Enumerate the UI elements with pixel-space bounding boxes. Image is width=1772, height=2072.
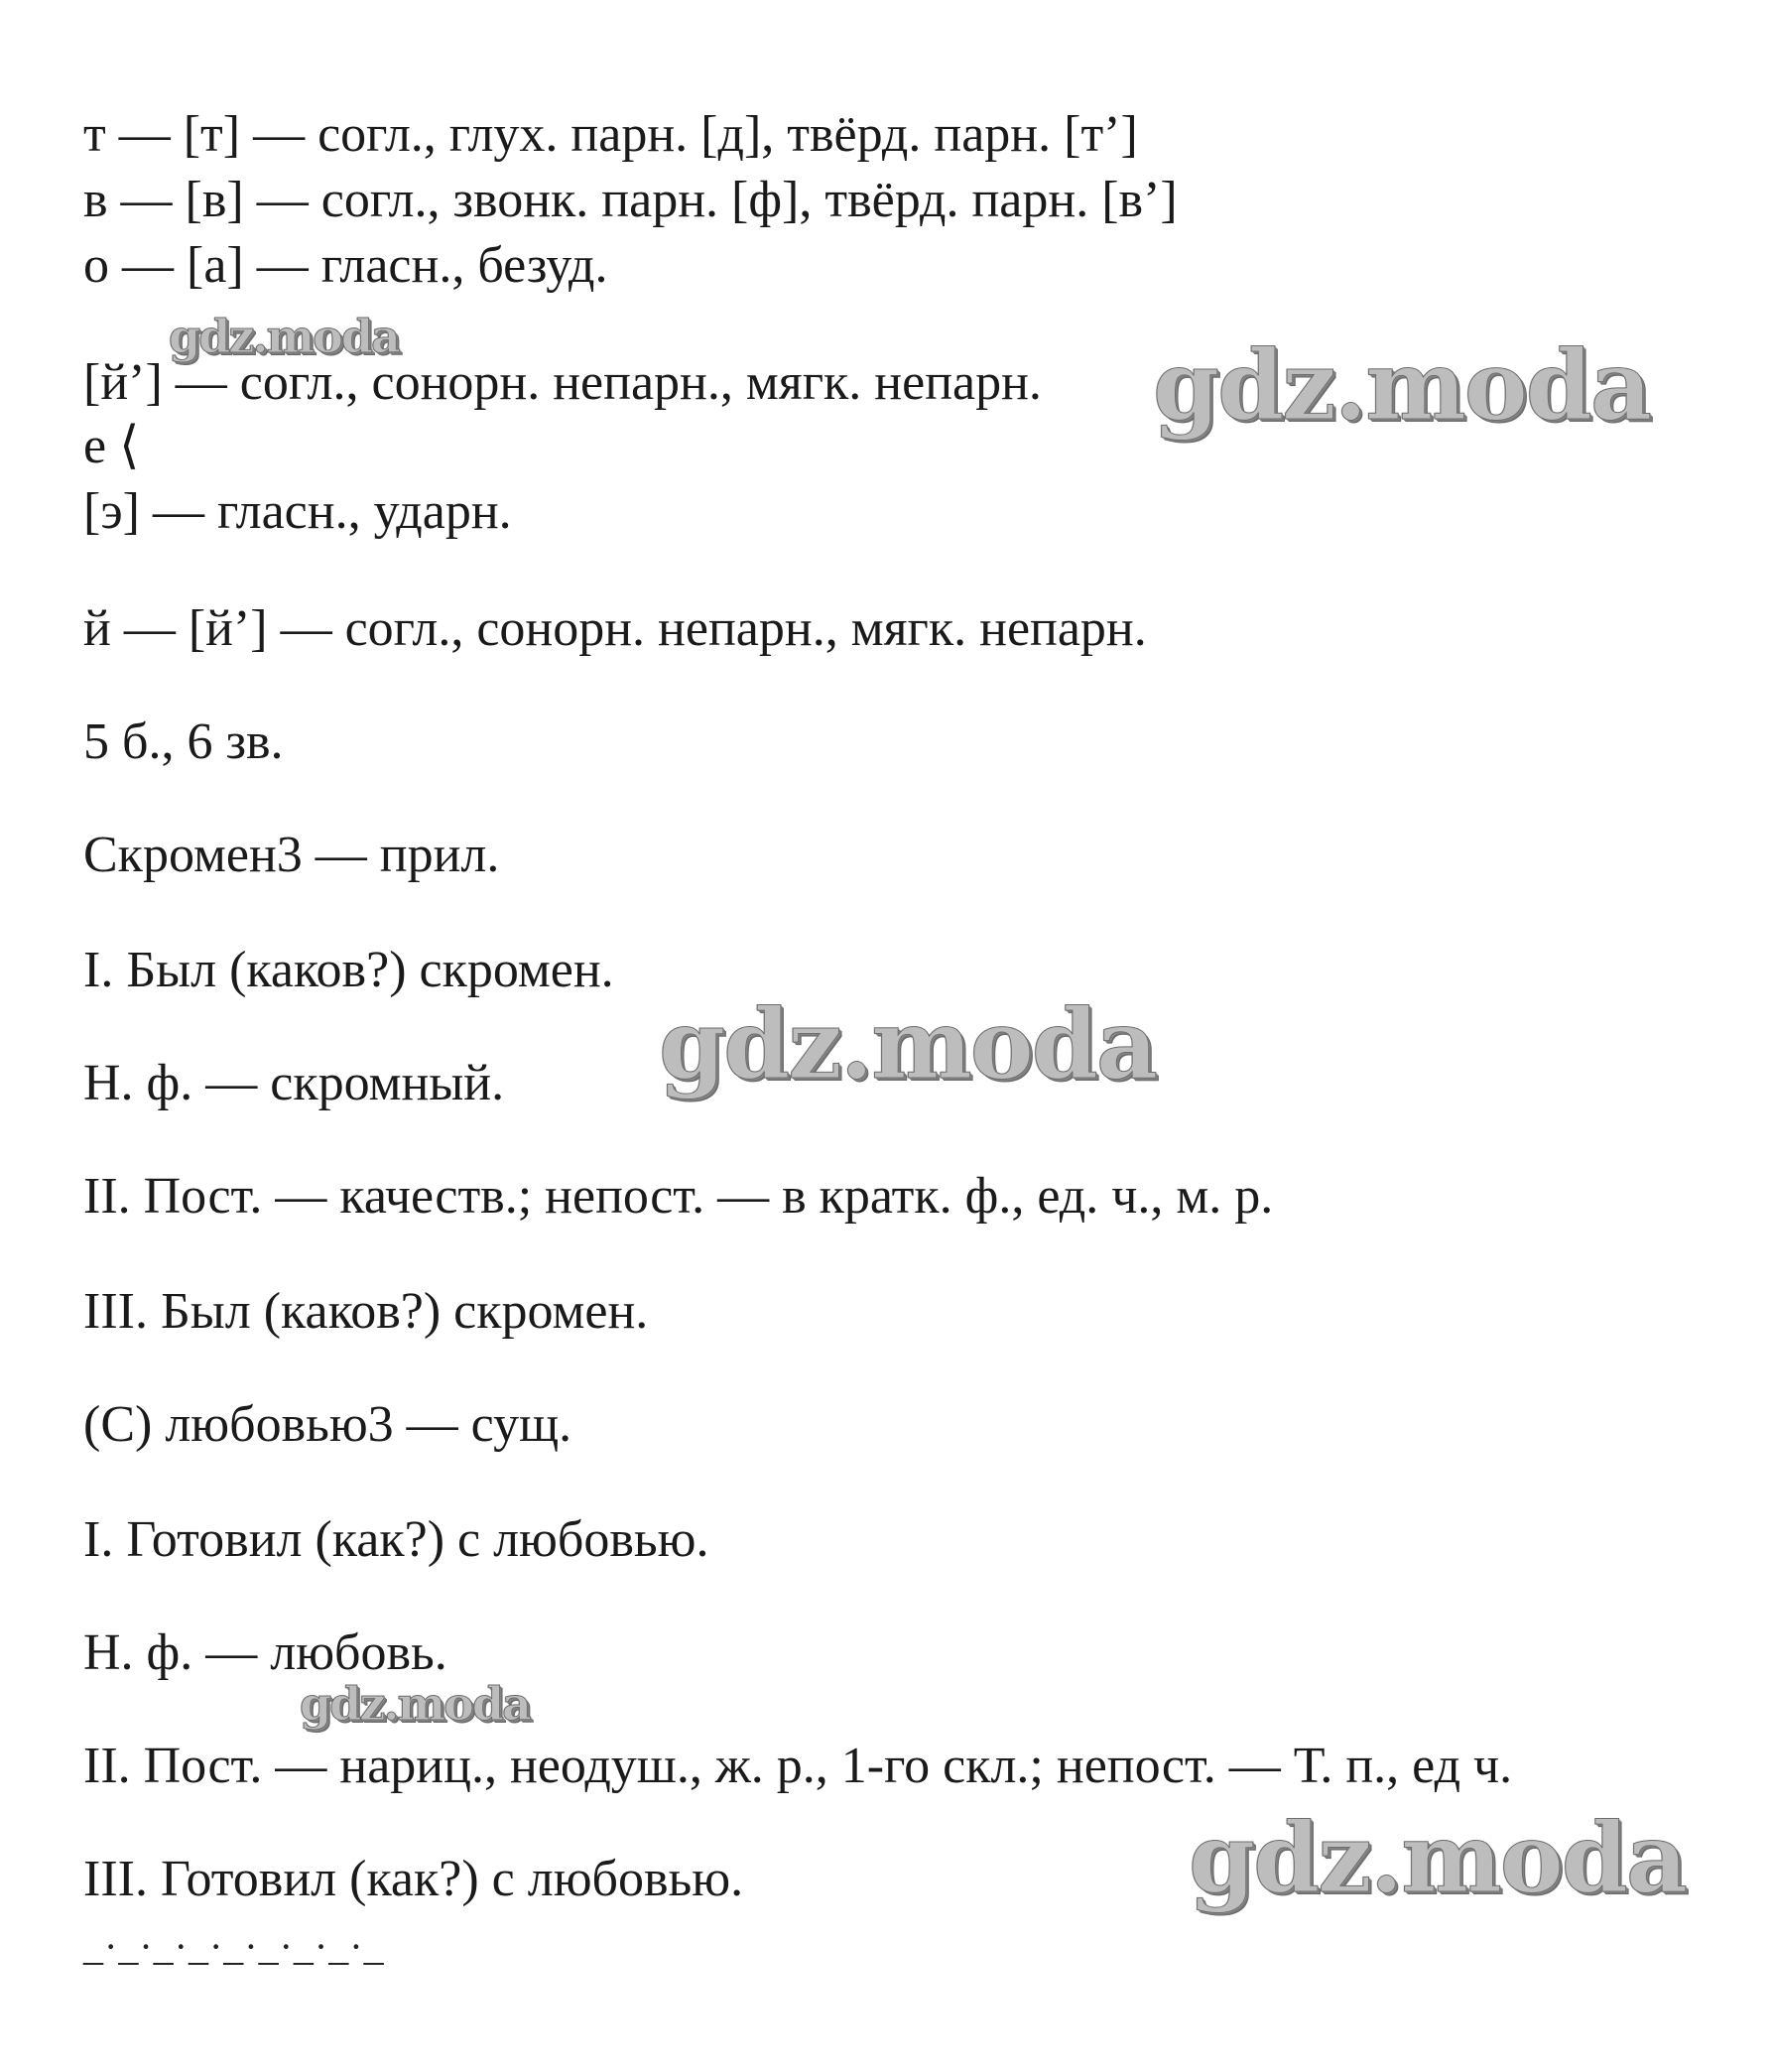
text-line-e: е ⟨ <box>83 418 140 474</box>
analysis-line-7: II. Пост. — нариц., неодуш., ж. р., 1-го скл.; непост. — Т. п., ед ч. <box>83 1738 1513 1794</box>
analysis-line-4: III. Был (каков?) скромен. <box>83 1283 649 1340</box>
watermark-small-top: gdz.moda <box>169 310 399 363</box>
text-line-j: й — [й’] — согл., сонорн. непарн., мягк. непарн. <box>83 600 1147 657</box>
analysis-line-1: I. Был (каков?) скромен. <box>83 942 614 998</box>
analysis-line-2: Н. ф. — скромный. <box>83 1055 505 1111</box>
word-header-lyubovyu: (С) любовью3 — сущ. <box>83 1396 572 1453</box>
watermark-large-top-right: gdz.moda <box>1153 329 1651 442</box>
underline-marker: _·_·_·_·_·_·_·_·_ <box>83 1924 385 1969</box>
text-line-j-sound: [й’] — согл., сонорн. непарн., мягк. непарн. <box>83 354 1042 411</box>
text-line-o: о — [а] — гласн., безуд. <box>83 237 608 294</box>
analysis-line-6: Н. ф. — любовь. <box>83 1624 447 1681</box>
text-line-t: т — [т] — согл., глух. парн. [д], твёрд. парн. [т’] <box>83 106 1138 163</box>
text-line-v: в — [в] — согл., звонк. парн. [ф], твёрд. парн. [в’] <box>83 172 1178 228</box>
word-header-skromen: Скромен3 — прил. <box>83 827 500 883</box>
watermark-small-bottom: gdz.moda <box>300 1677 530 1731</box>
watermark-large-bottom-right: gdz.moda <box>1189 1802 1687 1914</box>
analysis-line-3: II. Пост. — качеств.; непост. — в кратк. ф., ед. ч., м. р. <box>83 1168 1274 1225</box>
letters-sounds-count: 5 б., 6 зв. <box>83 713 284 770</box>
analysis-line-8: III. Готовил (как?) с любовью. <box>83 1851 744 1907</box>
analysis-line-5: I. Готовил (как?) с любовью. <box>83 1511 709 1568</box>
text-line-e-sound: [э] — гласн., ударн. <box>83 483 512 540</box>
watermark-large-center: gdz.moda <box>659 988 1157 1101</box>
